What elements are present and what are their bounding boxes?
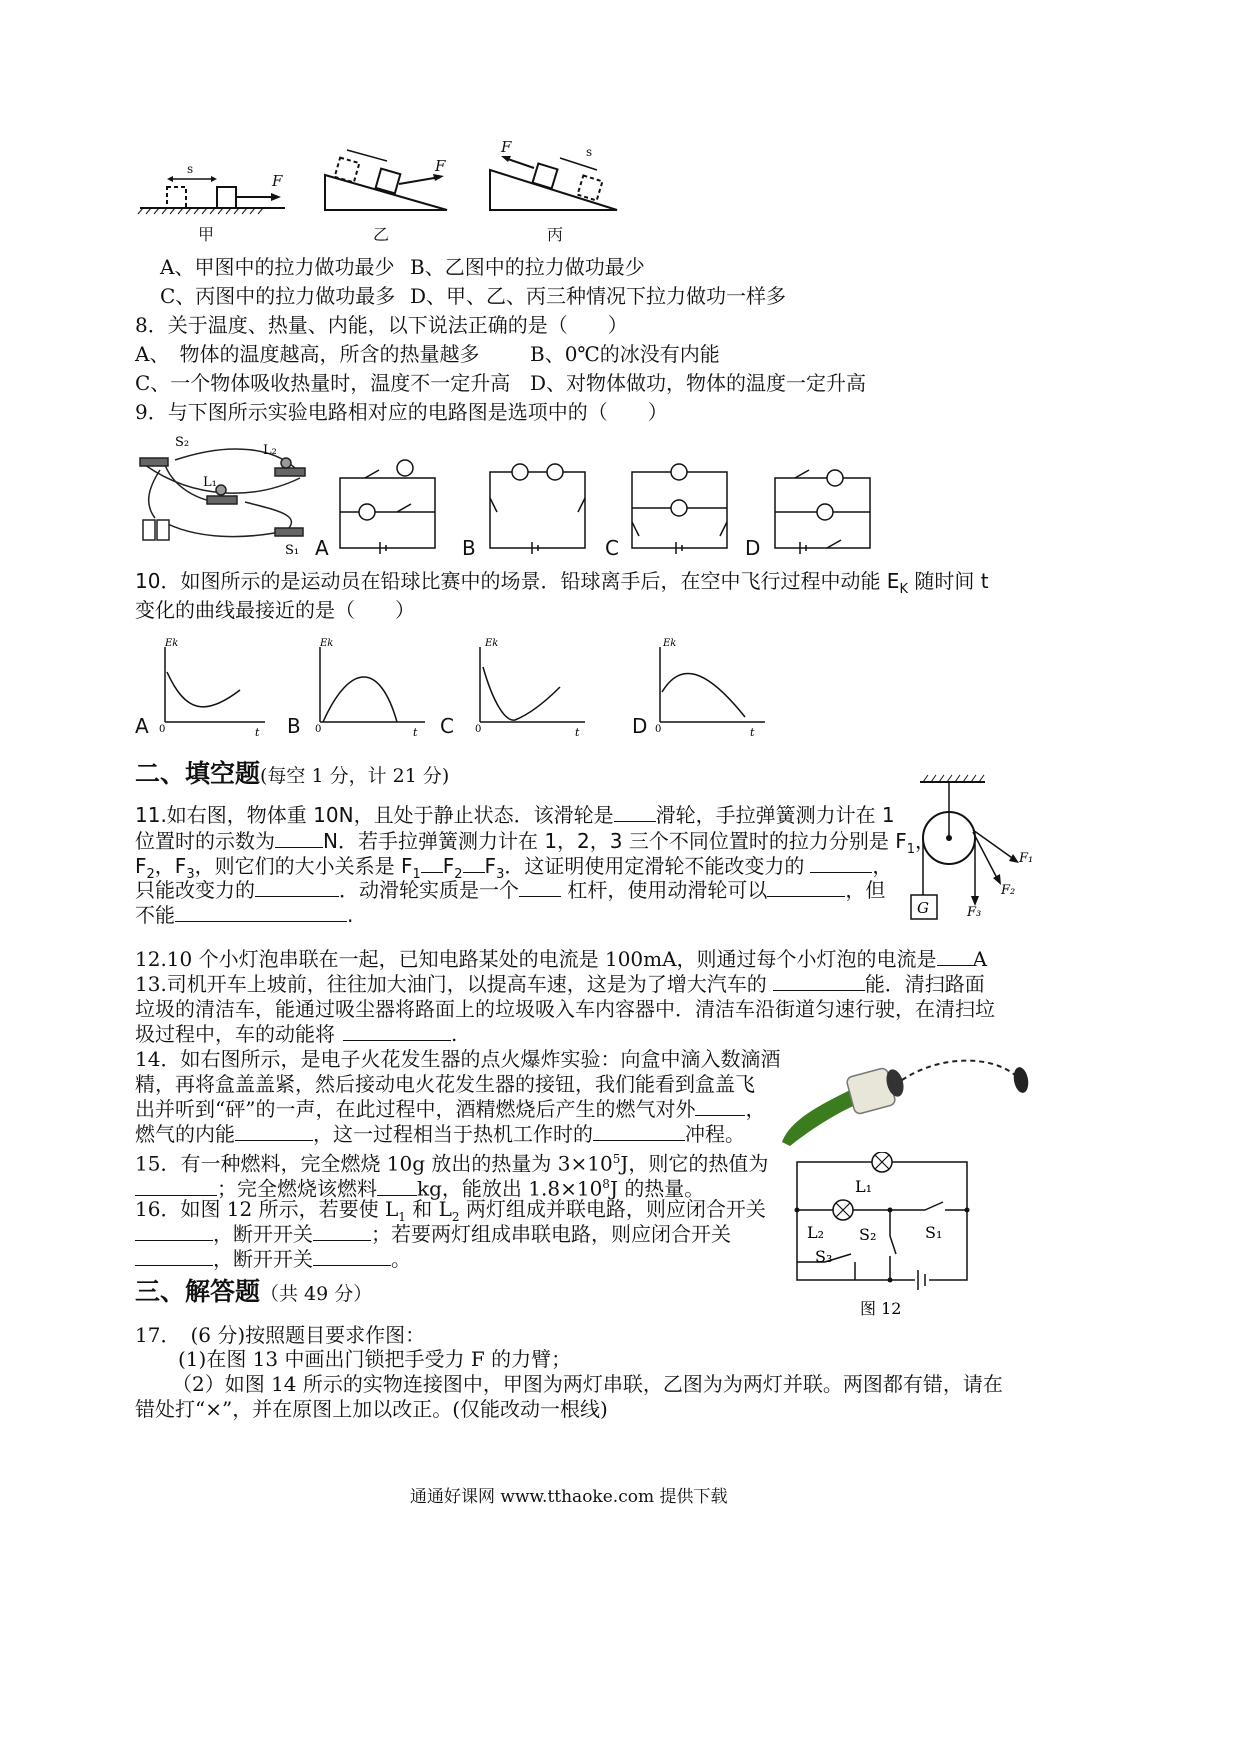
q11-l3a: F: [135, 854, 147, 878]
q11-line5: [135, 902, 353, 928]
q16-l3a: ，断开开关: [213, 1247, 313, 1271]
q10-graphs-svg: [135, 632, 855, 742]
q15-l2sup: 8: [602, 1177, 610, 1191]
q11-pulley-figure: [905, 770, 1040, 930]
q7-option-a: A、甲图中的拉力做功最少: [160, 255, 395, 279]
q11-blank-1[interactable]: [614, 803, 656, 822]
q9-letter-c: C: [605, 536, 619, 560]
q8-option-a: A、 物体的温度越高，所含的热量越多: [135, 342, 480, 366]
section3-title: 三、解答题: [135, 1277, 261, 1306]
q11-l2c: ，: [915, 829, 935, 853]
q11-fig-f1: F₁: [1019, 851, 1034, 866]
q14-l3b: ，: [745, 1097, 766, 1121]
section3-note: （共 49 分）: [260, 1283, 373, 1305]
q16-line3: [135, 1246, 411, 1272]
q9-letter-b: B: [462, 536, 476, 560]
q15-l1b: J，则它的热值为: [620, 1151, 769, 1176]
q16-line1: 16．如图 12 所示，若要使 $L_1$ 和 $L_2$ 两灯组成并联电路，则应闭合开关: [135, 1197, 766, 1224]
q9-physical-circuit: [140, 449, 305, 540]
q11-blank-3[interactable]: [421, 854, 443, 873]
q15-l1a: 15．有一种燃料，完全燃烧 10g 放出的热量为 3×10: [135, 1151, 613, 1176]
q11-pulley-svg: [905, 770, 1040, 930]
fig12-s3: S₃: [815, 1247, 833, 1266]
q9-phys-s2: S₂: [175, 435, 190, 450]
q14-line2: 精，再将盒盖盖紧，然后接动电火花发生器的接钮，我们能看到盒盖飞: [135, 1072, 755, 1096]
q15-l1sup: 5: [612, 1152, 621, 1166]
q11-fig-f2: F₂: [1001, 883, 1016, 898]
q15-l2a: ；完全燃烧该燃料: [217, 1176, 377, 1201]
q10-c-xaxis: t: [575, 726, 580, 739]
q11-l1b: 滑轮，手拉弹簧测力计在 1: [655, 803, 895, 827]
q15-l2b: kg，能放出 1.8×10: [417, 1176, 603, 1201]
q11-l3d: F: [442, 854, 455, 878]
q12-line: [135, 946, 987, 972]
q14-spark-svg: [770, 1050, 1040, 1150]
q11-l3b: ，F: [154, 854, 187, 878]
q11-l4b: ．动滑轮实质是一个: [339, 878, 519, 902]
fig-jia: [138, 176, 285, 214]
section3-heading: [135, 1276, 372, 1310]
q11-blank-2[interactable]: [275, 829, 323, 848]
q14-spark-figure: [770, 1050, 1040, 1150]
q16-line2: [135, 1221, 731, 1247]
q10-d-yaxis: Ek: [663, 638, 677, 649]
q14-l4a: 燃气的内能: [135, 1122, 235, 1146]
q8-stem: 8．关于温度、热量、内能，以下说法正确的是（ ）: [135, 313, 628, 337]
q14-blank-2[interactable]: [235, 1122, 313, 1141]
q14-line1: 14．如右图所示，是电子火花发生器的点火爆炸实验：向盒中滴入数滴酒: [135, 1047, 781, 1071]
q11-blank-6[interactable]: [255, 878, 339, 897]
q14-blank-1[interactable]: [695, 1097, 745, 1116]
q11-l4c: 杠杆，使用动滑轮可以: [561, 878, 768, 902]
q16-l1c: 两灯组成并联电路，则应闭合开关: [459, 1197, 766, 1221]
fig12-l2: L₂: [807, 1223, 825, 1242]
q9-letter-a: A: [315, 536, 329, 560]
q11-blank-7[interactable]: [519, 878, 561, 897]
q14-l4b: ，这一过程相当于热机工作时的: [313, 1122, 593, 1146]
q16-l2b: ；若要两灯组成串联电路，则应闭合开关: [371, 1222, 731, 1246]
q11-l5b: .: [347, 903, 354, 927]
q7-option-c: C、丙图中的拉力做功最多: [160, 284, 396, 308]
q10-b-origin: 0: [315, 724, 322, 735]
q11-l3e: F: [484, 854, 497, 878]
q10-graphs: [135, 632, 855, 742]
section2-heading: [135, 758, 449, 792]
q9-phys-l2: L₂: [263, 443, 277, 458]
q10-letter-c: C: [440, 714, 454, 738]
q9-phys-l1: L₁: [203, 475, 217, 490]
q11-l2a: 位置时的示数为: [135, 829, 275, 853]
q11-blank-5[interactable]: [810, 854, 872, 873]
q13-line1: [135, 971, 985, 997]
q10-c-yaxis: Ek: [485, 638, 499, 649]
q10-c-origin: 0: [475, 724, 482, 735]
fig-bing: [490, 156, 617, 210]
q12-unit: A: [972, 947, 988, 971]
q13-l3a: 圾过程中，车的动能将: [135, 1022, 335, 1046]
q16-l1a: 16．如图 12 所示，若要使 L: [135, 1197, 399, 1221]
q11-fig-f3: F₃: [967, 905, 982, 920]
q16-blank-4[interactable]: [313, 1247, 391, 1266]
q10-d-origin: 0: [655, 724, 662, 735]
q10-letter-a: A: [135, 714, 149, 738]
q10-b-yaxis: Ek: [320, 638, 334, 649]
q13-l3b: .: [451, 1022, 458, 1046]
q9-circuit-b: [490, 464, 585, 554]
fig12-s2: S₂: [859, 1225, 877, 1244]
q11-line3: $F_2$，$F_3$，则它们的大小关系是 $F_1$ $F_2$ $F_3$．这证明使用定滑轮不能改变力的 ，: [135, 854, 893, 882]
fig12-svg: [785, 1152, 980, 1322]
q17-part1: (1)在图 13 中画出门锁把手受力 F 的力臂；: [178, 1347, 572, 1371]
q11-l2b: N．若手拉弹簧测力计在 1，2，3 三个不同位置时的拉力分别是 F: [323, 829, 907, 853]
q7-option-d: D、甲、乙、丙三种情况下拉力做功一样多: [410, 284, 787, 308]
q13-l1a: 13.司机开车上坡前，往往加大油门，以提高车速，这是为了增大汽车的: [135, 972, 767, 996]
q10-d-xaxis: t: [750, 726, 755, 739]
q8-option-d: D、对物体做功，物体的温度一定升高: [530, 371, 867, 395]
fig-jia-label: 甲: [198, 225, 215, 244]
q10-curve-b: [323, 677, 397, 722]
section2-note: (每空 1 分，计 21 分): [260, 765, 450, 787]
q16-blank-3[interactable]: [135, 1247, 213, 1266]
q16-l3b: 。: [391, 1247, 411, 1271]
q16-l1b: 和 L: [405, 1197, 452, 1221]
q14-l3a: 出并听到“砰”的一声，在此过程中，酒精燃烧后产生的燃气对外: [135, 1097, 696, 1121]
q10-a-yaxis: Ek: [165, 638, 179, 649]
q9-diagrams: [135, 430, 885, 560]
q11-l4d: ，但: [845, 878, 886, 902]
q11-line4: [135, 877, 885, 903]
q10-stem-sub: K: [899, 582, 908, 597]
q10-curve-a: [167, 672, 240, 707]
q9-diagrams-svg: [135, 430, 885, 560]
q13-blank-2[interactable]: [343, 1022, 451, 1041]
q11-l5a: 不能: [135, 903, 175, 927]
q7-figures: [135, 140, 655, 245]
q10-letter-b: B: [287, 714, 301, 738]
q13-l1b: 能．清扫路面: [864, 972, 985, 996]
q7-option-b: B、乙图中的拉力做功最少: [410, 255, 645, 279]
q9-phys-s1: S₁: [285, 543, 300, 558]
q12-blank[interactable]: [937, 947, 973, 966]
q9-circuit-a: [340, 460, 435, 554]
q10-a-origin: 0: [159, 724, 166, 735]
q16-blank-2[interactable]: [313, 1222, 371, 1241]
page-footer: 通通好课网 www.tthaoke.com 提供下载: [410, 1487, 728, 1507]
section2-title: 二、填空题: [135, 759, 261, 788]
q10-stem-line1-text: 10．如图所示的是运动员在铅球比赛中的场景．铅球离手后，在空中飞行过程中动能 E: [135, 569, 900, 593]
q9-circuit-c: [632, 464, 727, 554]
q13-line3: [135, 1021, 457, 1047]
q11-l4a: 只能改变力的: [135, 878, 255, 902]
fig12-s1: S₁: [925, 1223, 943, 1242]
fig-bing-label: 丙: [547, 225, 564, 244]
q11-blank-4[interactable]: [463, 854, 485, 873]
q13-line2: 垃圾的清洁车，能通过吸尘器将路面上的垃圾吸入车内容器中．清洁车沿街道匀速行驶，在清扫垃: [135, 997, 995, 1021]
fig12-caption: 图 12: [860, 1299, 902, 1318]
q10-stem-line2: 变化的曲线最接近的是（ ）: [135, 598, 415, 622]
fig-jia-dist-label: s: [187, 162, 194, 176]
q8-option-b: B、0℃的冰没有内能: [530, 342, 720, 366]
q14-line4: [135, 1121, 745, 1147]
q17-part2: （2）如图 14 所示的实物连接图中，甲图为两灯串联，乙图为为两灯并联。两图都有错，请在: [172, 1372, 1003, 1396]
q11-blank-8[interactable]: [767, 878, 845, 897]
q15-blank-2[interactable]: [377, 1177, 417, 1196]
q14-line3: [135, 1096, 765, 1122]
q13-blank-1[interactable]: [773, 972, 865, 991]
q9-circuit-d: [775, 470, 870, 554]
fig-jia-force-label: F: [272, 172, 283, 190]
q11-line1: [135, 802, 895, 828]
q10-curve-d: [662, 673, 745, 717]
q15-blank-1[interactable]: [135, 1177, 217, 1196]
q16-l2a: ，断开开关: [213, 1222, 313, 1246]
q10-a-xaxis: t: [255, 726, 260, 739]
q11-l3g: ，: [872, 854, 893, 878]
q8-option-c: C、一个物体吸收热量时，温度不一定升高: [135, 371, 511, 395]
q11-l3c: ，则它们的大小关系是 F: [194, 854, 413, 878]
q11-l3f: ．这证明使用定滑轮不能改变力的: [504, 854, 805, 878]
q12-text: 12.10 个小灯泡串联在一起，已知电路某处的电流是 100mA，则通过每个小灯泡的电流是: [135, 947, 937, 971]
fig-yi-force-label: F: [435, 157, 446, 175]
q14-blank-3[interactable]: [593, 1122, 685, 1141]
q11-l1a: 11.如右图，物体重 10N，且处于静止状态．该滑轮是: [135, 803, 614, 827]
q10-letter-d: D: [632, 714, 648, 738]
q16-blank-1[interactable]: [135, 1222, 213, 1241]
q17-part3: 错处打“×”，并在原图上加以改正。(仅能改动一根线): [135, 1397, 608, 1421]
q10-b-xaxis: t: [413, 726, 418, 739]
q11-fig-g: G: [917, 899, 929, 917]
fig12: [785, 1152, 980, 1322]
fig-yi: [325, 150, 447, 210]
q10-stem-line1-end: 随时间 t: [907, 569, 989, 593]
q9-stem: 9．与下图所示实验电路相对应的电路图是选项中的（ ）: [135, 400, 668, 424]
q15-l2c: J 的热量。: [609, 1176, 705, 1201]
q14-l4c: 冲程。: [685, 1122, 745, 1146]
q17-stem: 17． (6 分)按照题目要求作图：: [135, 1323, 426, 1347]
fig-bing-dist-label: s: [586, 145, 593, 159]
q10-curve-c: [483, 667, 560, 720]
q11-line2: 位置时的示数为 N．若手拉弹簧测力计在 1，2，3 三个不同位置时的拉力分别是 $F_1$，: [135, 829, 935, 857]
fig-bing-force-label: F: [501, 138, 512, 156]
q11-blank-9[interactable]: [175, 903, 347, 922]
fig-yi-label: 乙: [373, 225, 390, 244]
q9-letter-d: D: [745, 536, 761, 560]
fig12-l1: L₁: [855, 1177, 873, 1196]
